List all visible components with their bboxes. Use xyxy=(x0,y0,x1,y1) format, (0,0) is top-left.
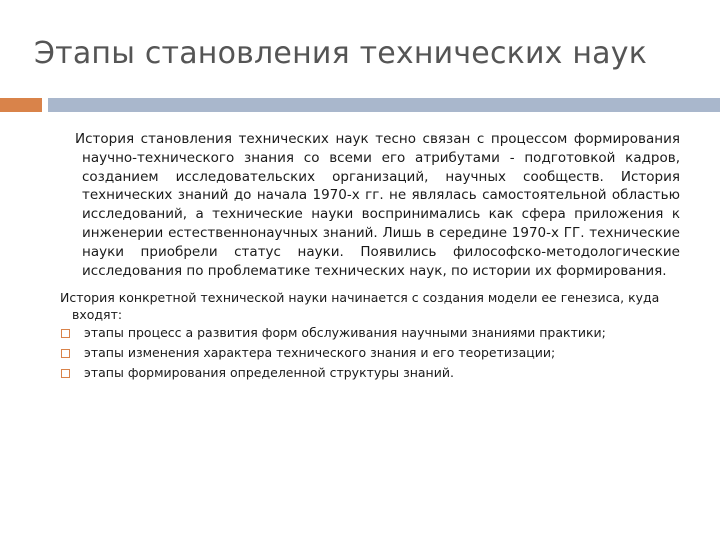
square-bullet-icon xyxy=(61,329,70,338)
slide-title: Этапы становления технических наук xyxy=(34,36,648,71)
list-item-text: этапы изменения характера технического знания и его теоретизации; xyxy=(84,345,556,361)
intro-paragraph: История становления технических наук тесно связан с процессом формирования научно-технического знания со всеми его атрибутами - подготовкой кадров, созданием исследовательских организаций, научных сообществ. История технических знаний до начала 1970-х гг. не являлась самостоятельной областью исследований, а технические науки воспринимались как сфера приложения к инженерии естественнонаучных знаний. Лишь в середине 1970-х ГГ. технические науки приобрели статус науки. Появились философско-методологические исследования по проблематике технических наук, по истории их формирования. xyxy=(75,131,680,279)
genesis-paragraph: История конкретной технической науки начинается с создания модели ее генезиса, куда входят: xyxy=(60,290,660,323)
list-item xyxy=(60,344,680,361)
slide-content xyxy=(60,130,680,384)
title-rule-bar xyxy=(48,98,720,112)
list-item-text: этапы процесс а развития форм обслуживания научными знаниями практики; xyxy=(84,325,606,341)
list-item-text: этапы формирования определенной структуры знаний. xyxy=(84,365,454,381)
stages-list xyxy=(60,324,680,381)
title-accent-bar xyxy=(0,98,42,112)
list-item xyxy=(60,324,680,341)
list-item xyxy=(60,364,680,381)
square-bullet-icon xyxy=(61,349,70,358)
square-bullet-icon xyxy=(61,369,70,378)
